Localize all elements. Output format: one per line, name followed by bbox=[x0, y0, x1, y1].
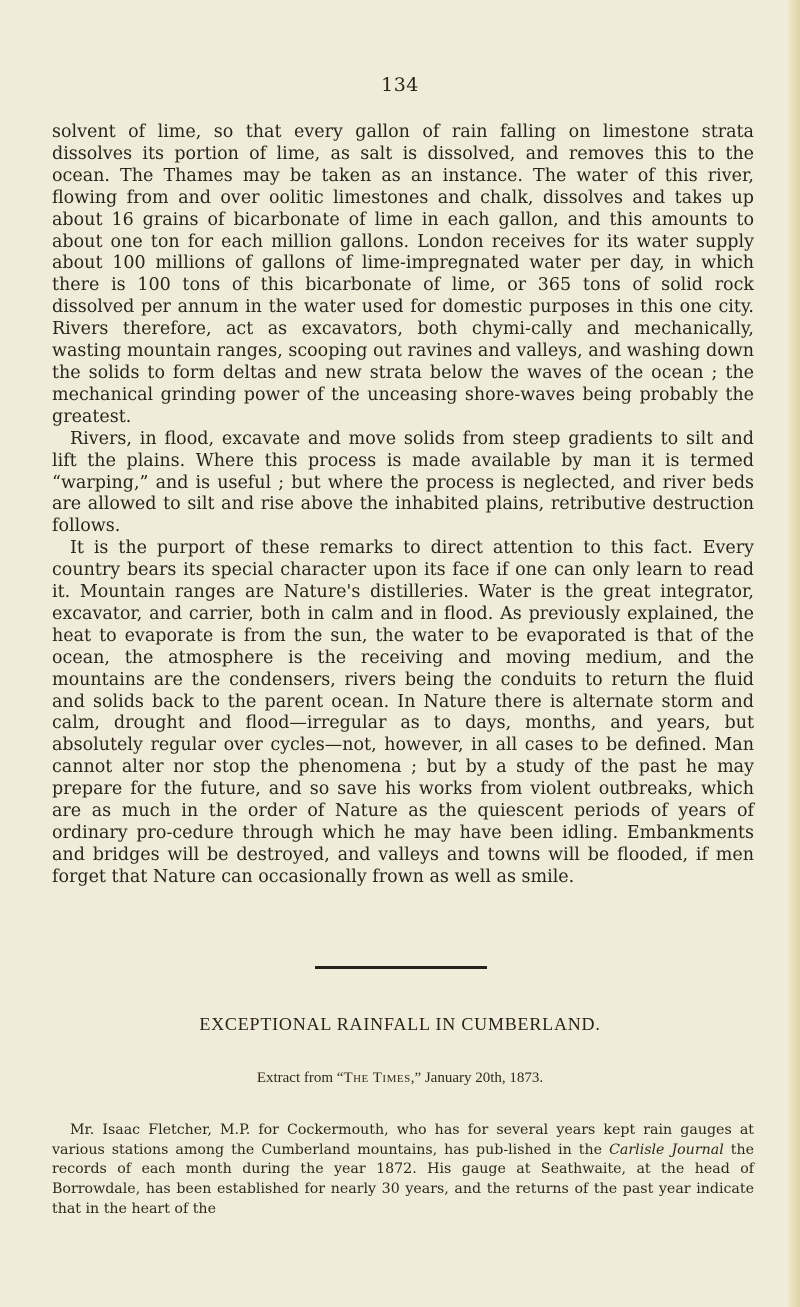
letter-text-end: the records of each month during the year 1872. His gauge at Seathwaite, at the head of Borrowdale, has been established for nearly 30 years, and the returns of the past year indicate that in the heart of the bbox=[52, 1141, 754, 1217]
extract-prefix: Extract from “ bbox=[256, 1070, 344, 1086]
body-text bbox=[52, 122, 754, 889]
paragraph-1: solvent of lime, so that every gallon of rain falling on limestone strata dissolves its portion of lime, as salt is dissolved, and removes this to the ocean. The Thames may be taken as an instance. The water of this river, flowing from and over oolitic limestones and chalk, dissolves and takes up about 16 grains of bicarbonate of lime in each gallon, and this amounts to about one ton for each million gallons. London receives for its water supply about 100 millions of gallons of lime-impregnated water per day, in which there is 100 tons of this bicarbonate of lime, or 365 tons of solid rock dissolved per annum in the water used for domestic purposes in this one city. Rivers therefore, act as excavators, both chymi-cally and mechanically, wasting mountain ranges, scooping out ravines and valleys, and washing down the solids to form deltas and new strata below the waves of the ocean ; the mechanical grinding power of the unceasing shore-waves being probably the greatest. bbox=[52, 122, 754, 427]
letter-paragraph bbox=[52, 1121, 754, 1220]
letter-text-start: Mr. Isaac Fletcher, M.P. for Cockermouth, who has for several years kept rain gauges at various stations among the Cumberland mountains, has pub-lished in the bbox=[52, 1122, 754, 1158]
newspaper-title: Carlisle Journal bbox=[609, 1141, 724, 1158]
section-divider bbox=[315, 966, 487, 969]
page-edge bbox=[788, 0, 800, 1307]
paragraph-2: Rivers, in flood, excavate and move solids from steep gradients to silt and lift the plains. Where this process is made available by man it is termed “warping,” and is useful ; but where the process is neglected, and river beds are allowed to silt and rise above the inhabited plains, retributive destruction follows. bbox=[52, 428, 754, 537]
extract-suffix: ,” January 20th, 1873. bbox=[410, 1070, 544, 1086]
extract-source-line bbox=[0, 1070, 800, 1087]
section-title: EXCEPTIONAL RAINFALL IN CUMBERLAND. bbox=[199, 1014, 601, 1034]
page-number: 134 bbox=[381, 74, 419, 96]
paragraph-3: It is the purport of these remarks to direct attention to this fact. Every country bears its special character upon its face if one can only learn to read it. Mountain ranges are Nature's distilleries. Water is the great integrator, excavator, and carrier, both in calm and in flood. As previously explained, the heat to evaporate is from the sun, the water to be evaporated is that of the ocean, the atmosphere is the receiving and moving medium, and the mountains are the condensers, rivers being the conduits to return the fluid and solids back to the parent ocean. In Nature there is alternate storm and calm, drought and flood—irregular as to days, months, and years, but absolutely regular over cycles—not, however, in all cases to be defined. Man cannot alter nor stop the phenomena ; but by a study of the past he may prepare for the future, and so save his works from violent outbreaks, which are as much in the order of Nature as the quiescent periods of years of ordinary pro-cedure through which he may have been idling. Embankments and bridges will be destroyed, and valleys and towns will be flooded, if men forget that Nature can occasionally frown as well as smile. bbox=[52, 538, 754, 887]
extract-source: The Times bbox=[343, 1070, 411, 1086]
